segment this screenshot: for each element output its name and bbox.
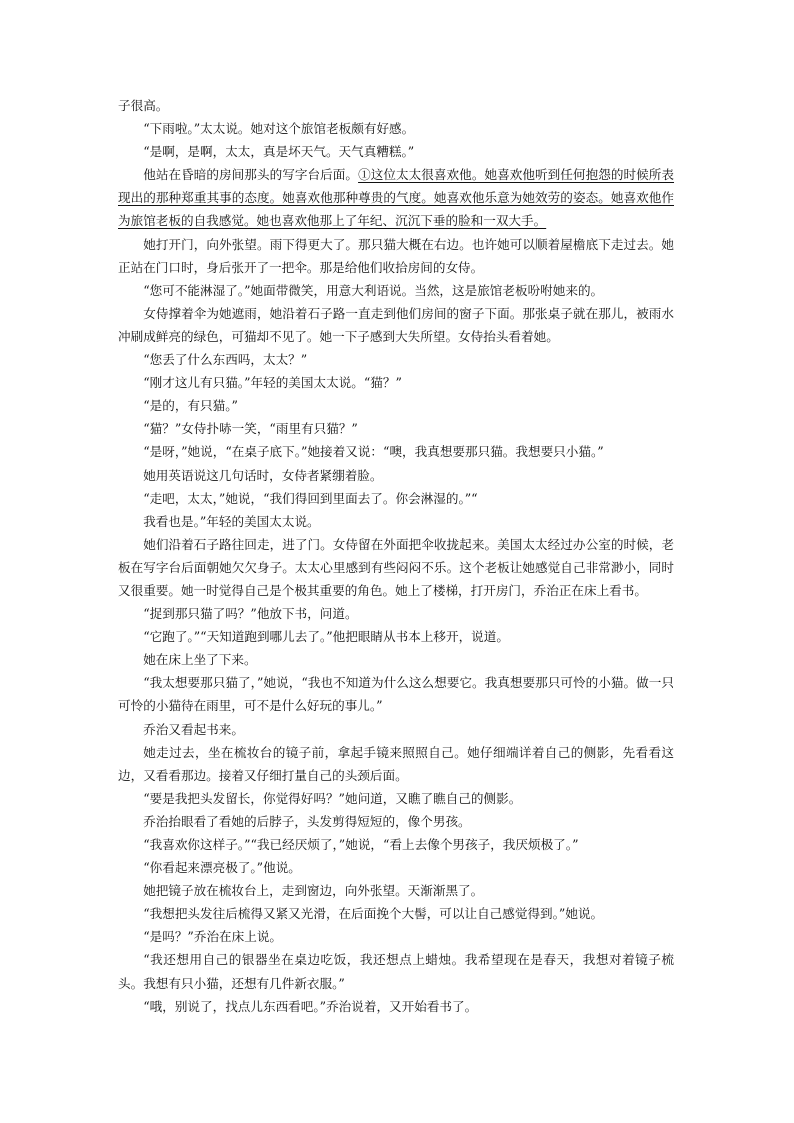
paragraph-13: 她用英语说这几句话时，女侍者紧绷着脸。	[143, 467, 383, 483]
paragraph-24: 乔治抬眼看了看她的后脖子，头发剪得短短的，像个男孩。	[143, 813, 471, 829]
paragraph-6: “您可不能淋湿了。”她面带微笑，用意大利语说。当然，这是旅馆老板吩咐她来的。	[143, 282, 604, 298]
paragraph-23: “要是我把头发留长，你觉得好吗？”她问道，又瞧了瞧自己的侧影。	[143, 790, 522, 806]
paragraph-30: “我还想用自己的银器坐在桌边吃饭，我还想点上蜡烛。我希望现在是春天，我想对着镜子梳头。我想有只小猫，还想有几件新衣服。”	[118, 952, 674, 991]
paragraph-5: 她打开门，向外张望。雨下得更大了。那只猫大概在右边。也许她可以顺着屋檐底下走过去。她正站在门口时，身后张开了一把伞。那是给他们收拾房间的女侍。	[118, 236, 674, 275]
paragraph-8: “您丢了什么东西吗，太太？”	[143, 352, 308, 368]
paragraph-28: “我想把头发往后梳得又紧又光滑，在后面挽个大髻，可以让自己感觉得到。”她说。	[143, 906, 604, 922]
paragraph-17: “捉到那只猫了吗？”他放下书，问道。	[143, 606, 358, 622]
document-page	[118, 94, 674, 1018]
paragraph-27: 她把镜子放在梳妆台上，走到窗边，向外张望。天渐渐黑了。	[143, 883, 484, 899]
paragraph-10: “是的，有只猫。”	[143, 398, 238, 414]
paragraph-25: “我喜欢你这样子。”“我已经厌烦了，”她说，“看上去像个男孩子，我厌烦极了。”	[143, 837, 579, 852]
paragraph-22: 她走过去，坐在梳妆台的镜子前，拿起手镜来照照自己。她仔细端详着自己的侧影，先看看这边，又看看那边。接着又仔细打量自己的头颈后面。	[118, 744, 674, 783]
paragraph-9: “刚才这儿有只猫。”年轻的美国太太说。“猫？”	[143, 375, 402, 391]
paragraph-19: 她在床上坐了下来。	[143, 652, 257, 668]
paragraph-2: “下雨啦。”太太说。她对这个旅馆老板颇有好感。	[143, 121, 415, 137]
paragraph-4-lead: 他站在昏暗的房间那头的写字台后面。	[143, 167, 359, 183]
paragraph-12: “是呀，”她说，“在桌子底下。”她接着又说：“噢，我真想要那只猫。我想要只小猫。”	[143, 444, 604, 460]
paragraph-16: 她们沿着石子路往回走，进了门。女侍留在外面把伞收拢起来。美国太太经过办公室的时候，老板在写字台后面朝她欠欠身子。太太心里感到有些闷闷不乐。这个老板让她感觉自己非常渺小，同时又很重要。她一时觉得自己是个极其重要的角色。她上了楼梯，打开房门，乔治正在床上看书。	[118, 536, 674, 598]
paragraph-21: 乔治又看起书来。	[143, 721, 244, 737]
paragraph-31: “哦，别说了，找点儿东西看吧。”乔治说着，又开始看书了。	[143, 998, 478, 1014]
paragraph-3: “是啊，是啊，太太，真是坏天气。天气真糟糕。”	[143, 144, 415, 160]
paragraph-1: 子很高。	[118, 98, 169, 113]
paragraph-4	[118, 163, 674, 232]
paragraph-26: “你看起来漂亮极了。”他说。	[143, 860, 301, 876]
paragraph-29: “是吗？”乔治在床上说。	[143, 929, 283, 945]
paragraph-20: “我太想要那只猫了，”她说，“我也不知道为什么这么想要它。我真想要那只可怜的小猫。做一只可怜的小猫待在雨里，可不是什么好玩的事儿。”	[118, 675, 674, 714]
paragraph-14: “走吧，太太，”她说，“我们得回到里面去了。你会淋湿的。”“	[143, 490, 478, 506]
paragraph-18: “它跑了。”“天知道跑到哪儿去了。”他把眼睛从书本上移开，说道。	[143, 629, 509, 645]
paragraph-15: 我看也是。”年轻的美国太太说。	[143, 513, 320, 529]
underlined-passage: ①这位太太很喜欢他。她喜欢他听到任何抱怨的时候所表现出的那种郑重其事的态度。她喜欢他那种尊贵的气度。她喜欢他乐意为她效劳的姿态。她喜欢他作为旅馆老板的自我感觉。她也喜欢他那上了年纪、沉沉下垂的脸和一双大手。	[118, 167, 675, 229]
paragraph-11: “猫？”女侍扑哧一笑，“雨里有只猫？”	[143, 421, 358, 437]
paragraph-7: 女侍撑着伞为她遮雨，她沿着石子路一直走到他们房间的窗子下面。那张桌子就在那儿，被雨水冲刷成鲜亮的绿色，可猫却不见了。她一下子感到大失所望。女侍抬头看着她。	[118, 305, 674, 344]
